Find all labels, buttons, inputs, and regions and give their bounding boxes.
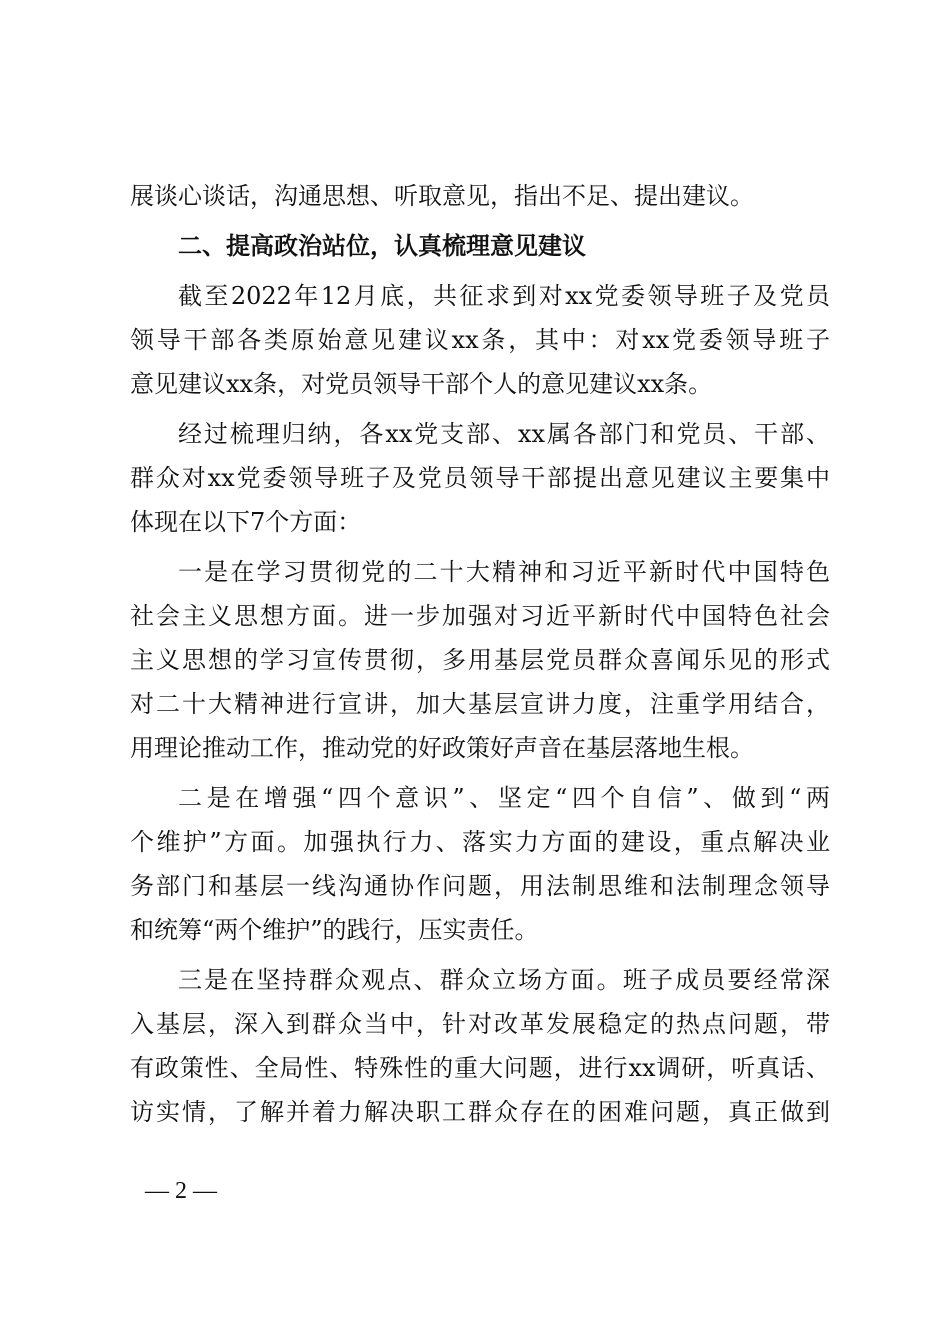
- paragraph-collection-summary: [130, 274, 830, 406]
- paragraph-summary-intro: [130, 412, 830, 544]
- paragraph-continuation: [130, 174, 830, 218]
- text-line: 体现在以下7个方面：: [130, 508, 362, 536]
- text-line: 截至2022年12月底，共征求到对xx党委领导班子及党员: [178, 282, 830, 310]
- text-line: 务部门和基层一线沟通协作问题，用法制思维和法制理念领导: [130, 872, 830, 900]
- document-body: [130, 174, 830, 1134]
- heading-text: 二、提高政治站位，认真梳理意见建议: [178, 232, 586, 260]
- text-line: 个维护”方面。加强执行力、落实力方面的建设，重点解决业: [130, 828, 830, 856]
- text-line: 主义思想的学习宣传贯彻，多用基层党员群众喜闻乐见的形式: [130, 646, 830, 674]
- text-line: 一是在学习贯彻党的二十大精神和习近平新时代中国特色: [178, 558, 830, 586]
- text-line: 访实情，了解并着力解决职工群众存在的困难问题，真正做到: [130, 1098, 830, 1126]
- text-line: 三是在坚持群众观点、群众立场方面。班子成员要经常深: [178, 966, 830, 994]
- text-line: 入基层，深入到群众当中，针对改革发展稳定的热点问题，带: [130, 1010, 830, 1038]
- text-line: 意见建议xx条，对党员领导干部个人的意见建议xx条。: [130, 370, 713, 398]
- text-line: 经过梳理归纳，各xx党支部、xx属各部门和党员、干部、: [178, 420, 830, 448]
- paragraph-point-two: [130, 776, 830, 952]
- page-number: — 2 —: [145, 1178, 217, 1204]
- paragraph-point-three: [130, 958, 830, 1134]
- text-line: 社会主义思想方面。进一步加强对习近平新时代中国特色社会: [130, 602, 830, 630]
- paragraph-point-one: [130, 550, 830, 770]
- text-line: 群众对xx党委领导班子及党员领导干部提出意见建议主要集中: [130, 464, 830, 492]
- text-line: 有政策性、全局性、特殊性的重大问题，进行xx调研，听真话、: [130, 1054, 830, 1082]
- text-line: 用理论推动工作，推动党的好政策好声音在基层落地生根。: [130, 734, 754, 762]
- text-line: 领导干部各类原始意见建议xx条，其中：对xx党委领导班子: [130, 326, 830, 354]
- text-line: 二是在增强“四个意识”、坚定“四个自信”、做到“两: [178, 784, 830, 812]
- text-line: 对二十大精神进行宣讲，加大基层宣讲力度，注重学用结合，: [130, 690, 830, 718]
- text-line: 展谈心谈话，沟通思想、听取意见，指出不足、提出建议。: [130, 182, 754, 210]
- section-heading: [130, 224, 830, 268]
- text-line: 和统筹“两个维护”的践行，压实责任。: [130, 916, 539, 944]
